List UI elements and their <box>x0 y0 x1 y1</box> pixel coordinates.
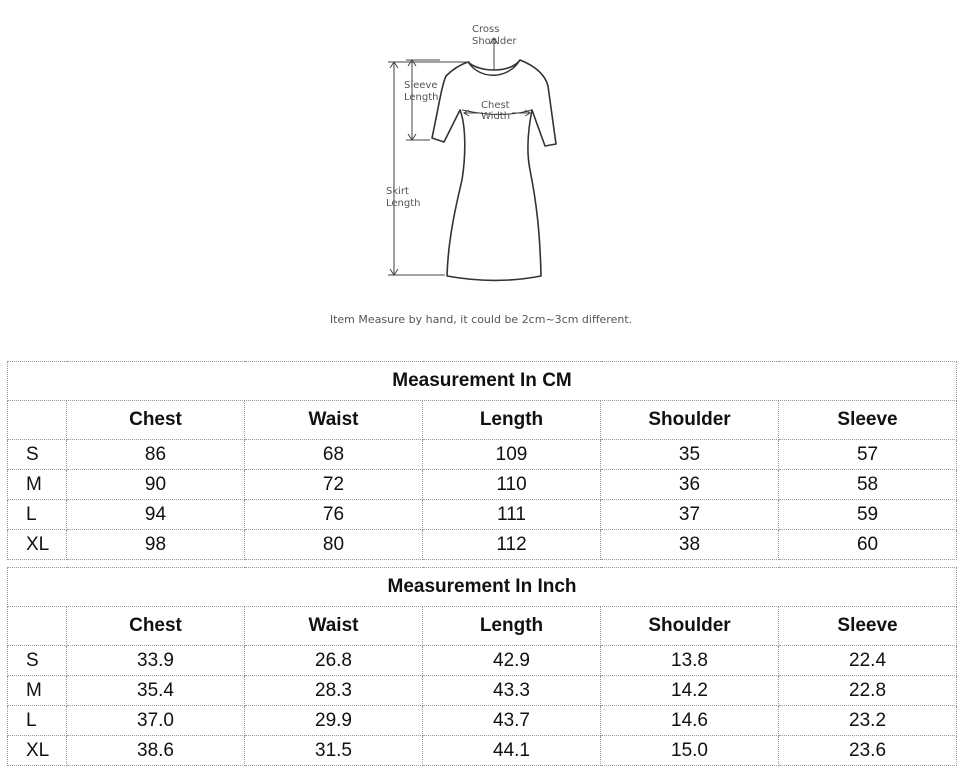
value-cell: 80 <box>245 530 423 560</box>
value-cell: 35 <box>601 440 779 470</box>
table-row <box>8 500 957 530</box>
value-cell: 23.2 <box>779 706 957 736</box>
table-row <box>8 706 957 736</box>
size-cell: S <box>8 440 67 470</box>
value-cell: 29.9 <box>245 706 423 736</box>
table-row <box>8 676 957 706</box>
value-cell: 44.1 <box>423 736 601 766</box>
header-cell: Chest <box>67 401 245 440</box>
value-cell: 112 <box>423 530 601 560</box>
value-cell: 38.6 <box>67 736 245 766</box>
table-row <box>8 470 957 500</box>
header-cell <box>8 607 67 646</box>
size-cell: S <box>8 646 67 676</box>
value-cell: 43.7 <box>423 706 601 736</box>
value-cell: 43.3 <box>423 676 601 706</box>
value-cell: 23.6 <box>779 736 957 766</box>
value-cell: 14.6 <box>601 706 779 736</box>
size-table-cm <box>7 361 957 560</box>
value-cell: 22.4 <box>779 646 957 676</box>
table-row <box>8 530 957 560</box>
value-cell: 22.8 <box>779 676 957 706</box>
skirt-length-label-2: Length <box>386 198 421 209</box>
value-cell: 26.8 <box>245 646 423 676</box>
value-cell: 110 <box>423 470 601 500</box>
header-cell: Sleeve <box>779 607 957 646</box>
header-cell: Waist <box>245 607 423 646</box>
table-row <box>8 736 957 766</box>
sleeve-length-label-1: Sleeve <box>404 80 438 91</box>
value-cell: 36 <box>601 470 779 500</box>
value-cell: 31.5 <box>245 736 423 766</box>
dress-measurement-diagram <box>0 0 962 345</box>
value-cell: 68 <box>245 440 423 470</box>
header-cell: Chest <box>67 607 245 646</box>
header-cell: Shoulder <box>601 401 779 440</box>
value-cell: 109 <box>423 440 601 470</box>
value-cell: 38 <box>601 530 779 560</box>
measurement-note: Item Measure by hand, it could be 2cm~3cm different. <box>329 313 633 326</box>
size-cell: XL <box>8 530 67 560</box>
cross-shoulder-label-2: Shoulder <box>472 36 517 47</box>
header-cell: Waist <box>245 401 423 440</box>
table-header-row <box>8 607 957 646</box>
value-cell: 14.2 <box>601 676 779 706</box>
value-cell: 76 <box>245 500 423 530</box>
skirt-length-label-1: Skirt <box>386 186 409 197</box>
table-title: Measurement In CM <box>8 362 957 401</box>
value-cell: 13.8 <box>601 646 779 676</box>
sleeve-length-label-2: Length <box>404 92 439 103</box>
value-cell: 15.0 <box>601 736 779 766</box>
value-cell: 111 <box>423 500 601 530</box>
value-cell: 59 <box>779 500 957 530</box>
header-cell: Length <box>423 607 601 646</box>
value-cell: 60 <box>779 530 957 560</box>
size-cell: M <box>8 676 67 706</box>
value-cell: 57 <box>779 440 957 470</box>
value-cell: 33.9 <box>67 646 245 676</box>
dress-outline-icon <box>0 0 962 345</box>
size-cell: L <box>8 706 67 736</box>
value-cell: 42.9 <box>423 646 601 676</box>
header-cell: Sleeve <box>779 401 957 440</box>
value-cell: 94 <box>67 500 245 530</box>
value-cell: 37.0 <box>67 706 245 736</box>
header-cell: Length <box>423 401 601 440</box>
cross-shoulder-label-1: Cross <box>472 24 500 35</box>
value-cell: 58 <box>779 470 957 500</box>
value-cell: 72 <box>245 470 423 500</box>
table-row <box>8 440 957 470</box>
header-cell <box>8 401 67 440</box>
size-cell: M <box>8 470 67 500</box>
value-cell: 35.4 <box>67 676 245 706</box>
value-cell: 28.3 <box>245 676 423 706</box>
table-row <box>8 646 957 676</box>
size-table-inch <box>7 567 957 766</box>
value-cell: 37 <box>601 500 779 530</box>
value-cell: 98 <box>67 530 245 560</box>
header-cell: Shoulder <box>601 607 779 646</box>
chest-width-label-2: Width <box>481 111 511 122</box>
table-header-row <box>8 401 957 440</box>
size-cell: XL <box>8 736 67 766</box>
size-cell: L <box>8 500 67 530</box>
value-cell: 90 <box>67 470 245 500</box>
value-cell: 86 <box>67 440 245 470</box>
chest-width-label-1: Chest <box>481 100 510 111</box>
table-title: Measurement In Inch <box>8 568 957 607</box>
